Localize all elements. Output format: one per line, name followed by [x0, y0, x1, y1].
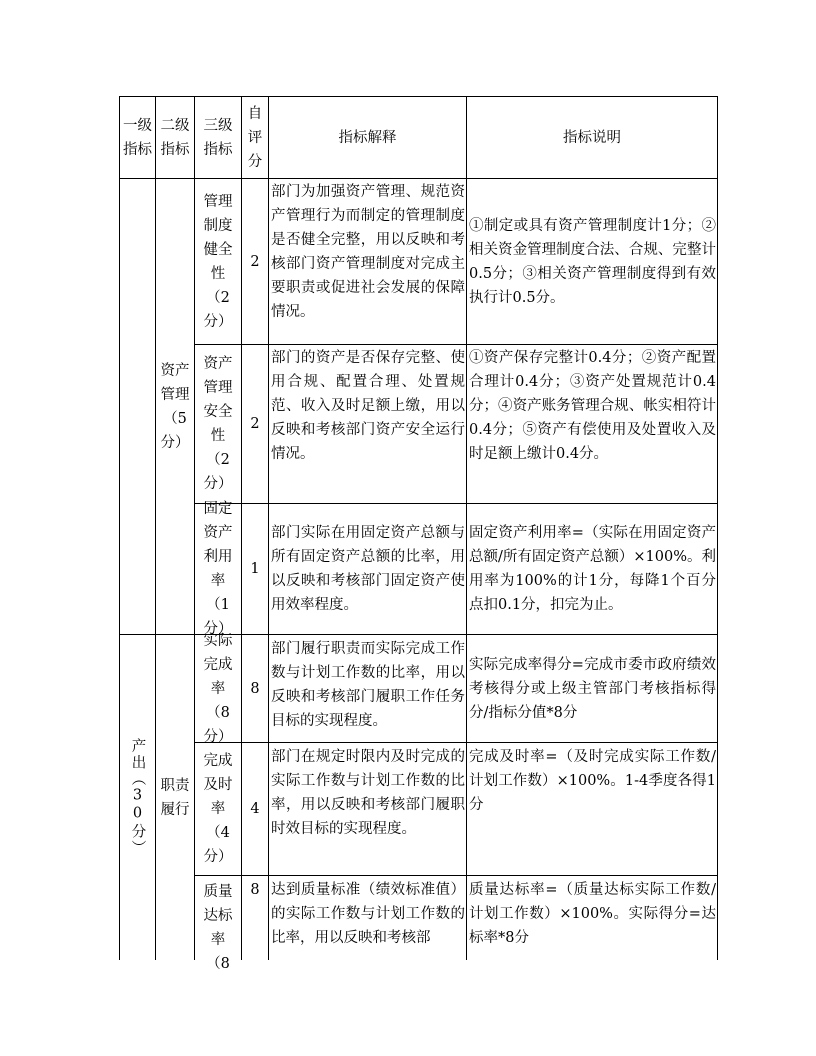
row2-explanation-text: 部门的资产是否保存完整、使用合规、配置合理、处置规范、收入及时足额上缴，用以反映和考核部门资产安全运行情况。 — [271, 350, 465, 462]
header-description — [467, 97, 717, 178]
row5-score — [242, 743, 268, 875]
row4-name-text: 实际完成率（8分） — [203, 632, 233, 745]
row2-explanation — [270, 346, 466, 503]
table-border-right — [717, 96, 718, 960]
header-self-score-text: 自评分 — [247, 105, 263, 170]
row3-name-text: 固定资产利用率（1分） — [203, 501, 233, 637]
group-output-text: 产出（30分） — [129, 738, 146, 857]
row6-description-text: 质量达标率=（质量达标实际工作数/计划工作数）×100%。实际得分=达标率*8分 — [469, 882, 716, 946]
header-level3 — [195, 97, 241, 178]
row5-description-text: 完成及时率=（及时完成实际工作数/计划工作数）×100%。1-4季度各得1分 — [469, 749, 716, 813]
row2-description-text: ①资产保存完整计0.4分；②资产配置合理计0.4分；③资产处置规范计0.4分；④资产账务管理合规、帐实相符计0.4分；⑤资产有偿使用及处置收入及时足额上缴计0.4分。 — [469, 350, 716, 462]
row5-bottom-line — [194, 875, 718, 876]
row5-explanation — [270, 745, 466, 875]
row2-score — [242, 345, 268, 503]
row6-score — [242, 878, 268, 960]
row6-description — [468, 878, 717, 960]
header-level3-text: 三级指标 — [203, 117, 233, 158]
row5-name — [195, 743, 241, 875]
row6-name — [195, 880, 241, 972]
row2-score-text: 2 — [250, 416, 260, 432]
table-divider-col4 — [268, 96, 269, 960]
row4-name — [195, 632, 241, 745]
row6-score-text: 8 — [250, 882, 260, 898]
header-level2 — [156, 97, 194, 178]
header-self-score — [242, 97, 268, 178]
row1-bottom-line — [194, 344, 718, 345]
group-duty — [156, 635, 194, 960]
row3-score — [242, 504, 268, 634]
row1-name — [195, 179, 241, 344]
row2-name-text: 资产管理安全性（2分） — [203, 356, 233, 492]
row4-score — [242, 635, 268, 742]
row3-explanation — [270, 504, 466, 634]
row3-score-text: 1 — [250, 561, 260, 577]
row4-explanation-text: 部门履行职责而实际完成工作数与计划工作数的比率，用以反映和考核部门履职工作任务目标的实现程度。 — [271, 641, 465, 729]
row5-name-text: 完成及时率（4分） — [203, 753, 233, 865]
group-output — [120, 635, 155, 960]
row4-explanation — [270, 637, 466, 742]
row5-score-text: 4 — [250, 801, 260, 817]
header-level1-text: 一级指标 — [123, 117, 152, 158]
row1-name-text: 管理制度健全性（2分） — [203, 193, 233, 330]
row3-description — [468, 504, 717, 634]
row2-description — [468, 346, 717, 503]
row4-score-text: 8 — [250, 680, 260, 697]
header-explanation-text: 指标解释 — [338, 129, 397, 146]
row6-explanation-text: 达到质量标准（绩效标准值）的实际工作数与计划工作数的比率，用以反映和考核部 — [271, 882, 465, 946]
group-asset-management-text: 资产管理（5分） — [160, 362, 190, 451]
row6-explanation — [270, 878, 466, 960]
row5-description — [468, 745, 717, 875]
group-duty-text: 职责履行 — [160, 777, 190, 818]
row3-name — [195, 501, 241, 637]
table-divider-col5 — [466, 96, 467, 960]
row4-bottom-line — [194, 742, 718, 743]
row1-description-text: ①制定或具有资产管理制度计1分；②相关资金管理制度合法、合规、完整计0.5分；③相关资产管理制度得到有效执行计0.5分。 — [469, 217, 716, 306]
row1-description — [468, 179, 717, 344]
header-level2-text: 二级指标 — [160, 117, 190, 158]
row3-explanation-text: 部门实际在用固定资产总额与所有固定资产总额的比率，用以反映和考核部门固定资产使用效率程度。 — [271, 525, 465, 613]
header-explanation — [269, 97, 466, 178]
header-level1 — [120, 97, 155, 178]
row2-name — [195, 345, 241, 503]
row1-score-text: 2 — [250, 253, 260, 270]
row5-explanation-text: 部门在规定时限内及时完成的实际工作数与计划工作数的比率，用以反映和考核部门履职时效目标的实现程度。 — [271, 749, 465, 837]
header-description-text: 指标说明 — [563, 129, 621, 146]
row1-explanation — [270, 180, 466, 344]
group-asset-management — [156, 179, 194, 634]
row1-explanation-text: 部门为加强资产管理、规范资产管理行为而制定的管理制度是否健全完整，用以反映和考核部门资产管理制度对完成主要职责或促进社会发展的保障情况。 — [271, 184, 465, 320]
row4-description — [468, 635, 717, 742]
row4-description-text: 实际完成率得分=完成市委市政府绩效考核得分或上级主管部门考核指标得分/指标分值*8分 — [469, 656, 716, 721]
row3-description-text: 固定资产利用率=（实际在用固定资产总额/所有固定资产总额）×100%。利用率为100%的计1分，每降1个百分点扣0.1分，扣完为止。 — [469, 525, 716, 613]
row1-score — [242, 179, 268, 344]
row6-name-text: 质量达标率（8 — [203, 884, 233, 972]
